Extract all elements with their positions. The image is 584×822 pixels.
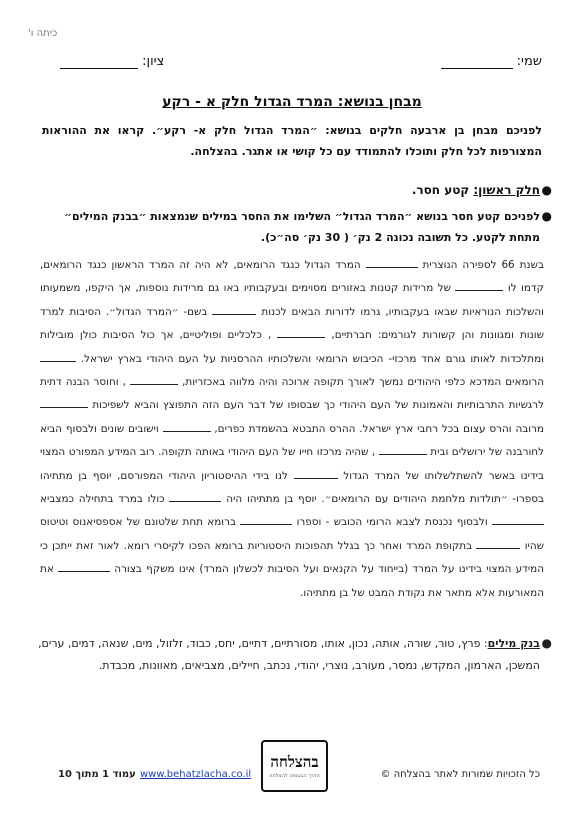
footer-copyright: כל הזכויות שמורות לאתר בהצלחה © (380, 769, 540, 780)
passage-segment: לנו בידי ההיסטוריון היהודי המפורסם, יוסף בן מתתיהו בספרו- ״תולדות מלחמת היהודים עם הרומאים״. יוסף בן מתתיהו היה (40, 469, 544, 506)
part1-heading (40, 180, 552, 201)
part1-instructions-text: לפניכם קטע חסר בנושא ״המרד הגדול״ השלימו את החסר במילים שנמצאות ״בבנק המילים״ מתחת לקטע. כל תשובה נכונה 2 נק׳ ( 30 נק׳ סה״כ). (64, 210, 540, 244)
passage-segment: בשם- ״המרד הגדול״. הסיבות למרד שונות ומגוונות והן קשורות לגורמים: חברתיים, (40, 305, 544, 342)
blank-8 (163, 420, 211, 432)
blank-4 (277, 326, 325, 338)
passage (40, 254, 544, 605)
logo-text: בהצלחה (270, 752, 319, 771)
passage-segment: הרומאים המדכא כלפי היהודים נמשך לאורך תקופה ארוכה והיה מלווה באכזריות, (182, 376, 544, 389)
passage-segment: , כלכליים ופוליטיים, אך כול הסיבות כולן מובילות ומתלכדות לאותו גורם אחד מרכזי- הכיבוש הרומאי והשלכותיו ההרסניות על העם היהודי בארץ ישראל. (40, 329, 544, 365)
blank-6 (130, 373, 178, 385)
word-bank: ● בנק מילים: פרץ, טור, שורה, אותה, נכון, אותו, מסורתיים, דתיים, יחס, כבוד, זלזול, מים, שנאה, דמים, ערים, המשכן, הארמון, המקדש, נמסר, מעורב, נוצרי, יהודי, נכתב, חיילים, מצביאים, מאוונות, מכבדת. (36, 633, 540, 676)
page-title: מבחן בנושא: המרד הגדול חלק א - רקע (162, 94, 422, 110)
bullet-icon: ● (541, 209, 552, 223)
passage-segment: כולו במרד בתחילה כמצביא (40, 493, 165, 506)
grade-tag: כיתה ו' (28, 28, 58, 39)
passage-segment: מרובה והרס עצום בכל רחבי ארץ ישראל. ההרס התבטא בהשמדת כפרים, (214, 422, 544, 435)
name-line (441, 56, 513, 69)
blank-7 (40, 396, 88, 408)
passage-segment: ברומא תחת שלטונם של אספסיאנוס וטיטוס שהיו (40, 516, 544, 552)
blank-1 (366, 256, 418, 268)
passage-segment: , שהיה מרכזו חייו של העם היהודי באותה תקופה. רוב המידע המפורט המצוי בידינו באשר להשתלשלותו של המרד הגדול (40, 446, 544, 482)
name-field (441, 54, 542, 69)
word-bank-words: פרץ, טור, שורה, אותה, נכון, אותו, מסורתיים, דתיים, יחס, כבוד, זלזול, מים, שנאה, דמים, ערים, המשכן, הארמון, המקדש, נמסר, מעורב, נוצרי, יהודי, נכתב, חיילים, מצביאים, מאוונות, מכבדת. (38, 637, 540, 672)
part1-instructions (40, 206, 552, 248)
passage-segment: בשנת 66 לספירה הנוצרית (422, 259, 544, 271)
blank-11 (169, 490, 221, 502)
blank-15 (58, 560, 110, 572)
blank-13 (240, 513, 292, 525)
passage-segment: ולבסוף נכנסת לצבא הרומי הכובש - וספרו (296, 516, 488, 529)
grade-label: ציון: (142, 54, 165, 69)
part1-heading-rest: קטע חסר. (411, 183, 474, 197)
passage-segment: , וחוסר הבנה דתית לרגשיות התרבותיות והאמונות של העם היהודי כך שבסופו של דבר העם הזה התפוצץ והביא לשפיכות (40, 376, 544, 412)
footer-link[interactable]: www.behatzlacha.co.il (140, 769, 252, 780)
passage-segment: את המאורעות אלא מתאר את נקודת המבט של בן מתתיהו. (40, 563, 544, 599)
name-label: שמי: (516, 54, 542, 69)
behatzlacha-logo (261, 740, 328, 792)
blank-5 (40, 350, 76, 362)
passage-segment: בתקופת המרד ואחר כך בגלל תהפוכות היסטוריות ברומא הפכו לקיסרי רומא. לאור זאת ייתכן כי המידע המצוי בידינו על המרד (בייחוד על הקנאים ועל הסיבות לכשלון המרד) אינו משקף בצורה (40, 539, 545, 576)
logo-subtext: הדרך הבטוחה להצלחה (269, 772, 320, 779)
blank-2 (455, 279, 503, 291)
grade-line (60, 56, 138, 69)
blank-10 (294, 467, 338, 479)
passage-segment: של מרידות קטנות באזורים מסוימים ובעקבותיו באו גם מרידות נוספות, אך היקפו, משמעותו והשלכות הנוראיות שבאו בעקבותיו, גרמו לדורות הבאים לכנות (40, 282, 544, 318)
passage-segment: המרד הגדול כנגד הרומאים, לא היה זה המרד הראשון כנגד הרומאים, קדמו לו (40, 259, 544, 295)
grade-field (60, 54, 164, 69)
page-number: עמוד 1 מתוך 10 (58, 769, 136, 780)
bullet-icon: ● (541, 183, 552, 197)
bullet-icon: ● (541, 636, 552, 650)
blank-12 (492, 513, 544, 525)
part1-heading-label: חלק ראשון: (473, 183, 540, 197)
blank-3 (212, 303, 256, 315)
blank-9 (379, 443, 427, 455)
intro-text: לפניכם מבחן בן ארבעה חלקים בנושא: ״המרד הגדול חלק א- רקע״. קראו את ההוראות המצורפות לכל חלק ותוכלו להתמודד עם כל קושי או אתגר. בהצלחה. (42, 124, 542, 158)
blank-14 (476, 537, 520, 549)
passage-segment: וישובים שונים ולבסוף הביא לחורבנה של ירושלים ובית (40, 422, 544, 459)
word-bank-title: בנק מילים (487, 637, 540, 650)
